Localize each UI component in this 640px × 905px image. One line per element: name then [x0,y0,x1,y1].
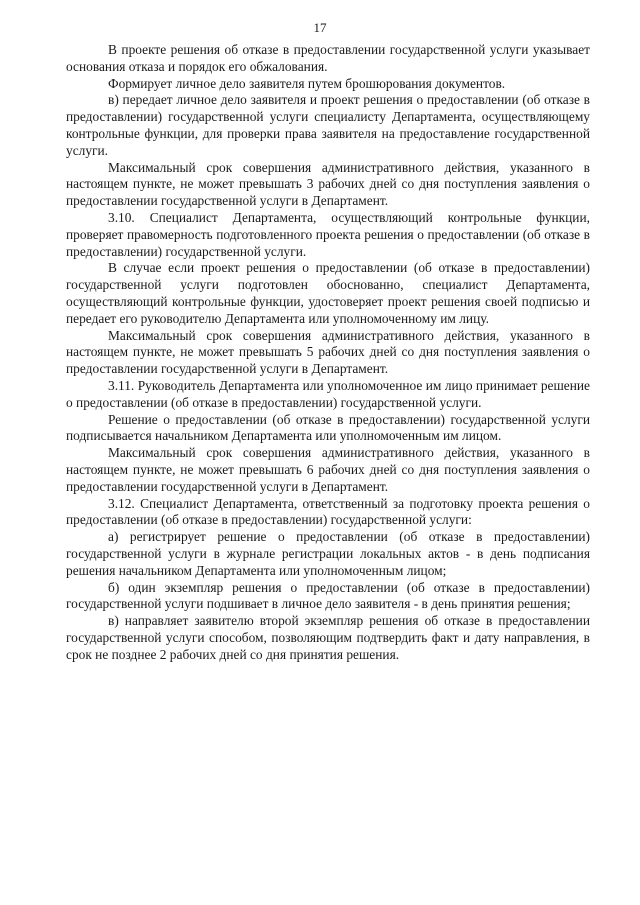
paragraph-clause-3-12: 3.12. Специалист Департамента, ответственный за подготовку проекта решения о предоставлении (об отказе в предоставлении) государственной услуги: [66,495,590,528]
paragraph-personal-file: Формирует личное дело заявителя путем брошюрования документов. [108,75,506,91]
paragraph-item-v-transfer: в) передает личное дело заявителя и проект решения о предоставлении (об отказе в предоставлении) государственной услуги специалисту Департамента, осуществляющему контрольные функции, для проверки права заявителя на предоставление государственной услуги. [66,92,590,158]
paragraph-clause-3-10: 3.10. Специалист Департамента, осуществляющий контрольные функции, проверяет правомерность подготовленного проекта решения о предоставлении (об отказе в предоставлении) государственной услуги. [66,209,590,259]
paragraph-decision-signing: Решение о предоставлении (об отказе в предоставлении) государственной услуги подписывается начальником Департамента или уполномоченным им лицом. [66,411,590,444]
paragraph-max-term-5-days: Максимальный срок совершения административного действия, указанного в настоящем пункте, не может превышать 5 рабочих дней со дня поступления заявления о предоставлении государственной услуги в Департамент. [66,327,590,377]
paragraph-item-v-send-copy: в) направляет заявителю второй экземпляр решения об отказе в предоставлении государственной услуги способом, позволяющим подтвердить факт и дату направления, в срок не позднее 2 рабочих дней со дня принятия решения. [66,613,590,662]
document-body [66,42,590,663]
paragraph-item-a-register: а) регистрирует решение о предоставлении (об отказе в предоставлении) государственной услуги в журнале регистрации локальных актов - в день подписания решения начальником Департамента или уполномоченным лицом; [66,529,590,578]
paragraph-item-b-file-copy: б) один экземпляр решения о предоставлении (об отказе в предоставлении) государственной услуги подшивает в личное дело заявителя - в день принятия решения; [66,579,590,612]
paragraph-if-justified: В случае если проект решения о предоставлении (об отказе в предоставлении) государственной услуги подготовлен обоснованно, специалист Департамента, осуществляющий контрольные функции, удостоверяет проект решения своей подписью и передает его руководителю Департамента или уполномоченному им лицу. [66,260,590,326]
paragraph-clause-3-11: 3.11. Руководитель Департамента или уполномоченное им лицо принимает решение о предоставлении (об отказе в предоставлении) государственной услуги. [66,377,590,410]
paragraph-max-term-6-days: Максимальный срок совершения административного действия, указанного в настоящем пункте, не может превышать 6 рабочих дней со дня поступления заявления о предоставлении государственной услуги в Департамент. [66,445,590,494]
paragraph-refusal-grounds: В проекте решения об отказе в предоставлении государственной услуги указывает основания отказа и порядок его обжалования. [66,42,590,74]
paragraph-max-term-3-days: Максимальный срок совершения административного действия, указанного в настоящем пункте, не может превышать 3 рабочих дней со дня поступления заявления о предоставлении государственной услуги в Департамент. [66,159,590,209]
page-number: 17 [313,20,327,35]
